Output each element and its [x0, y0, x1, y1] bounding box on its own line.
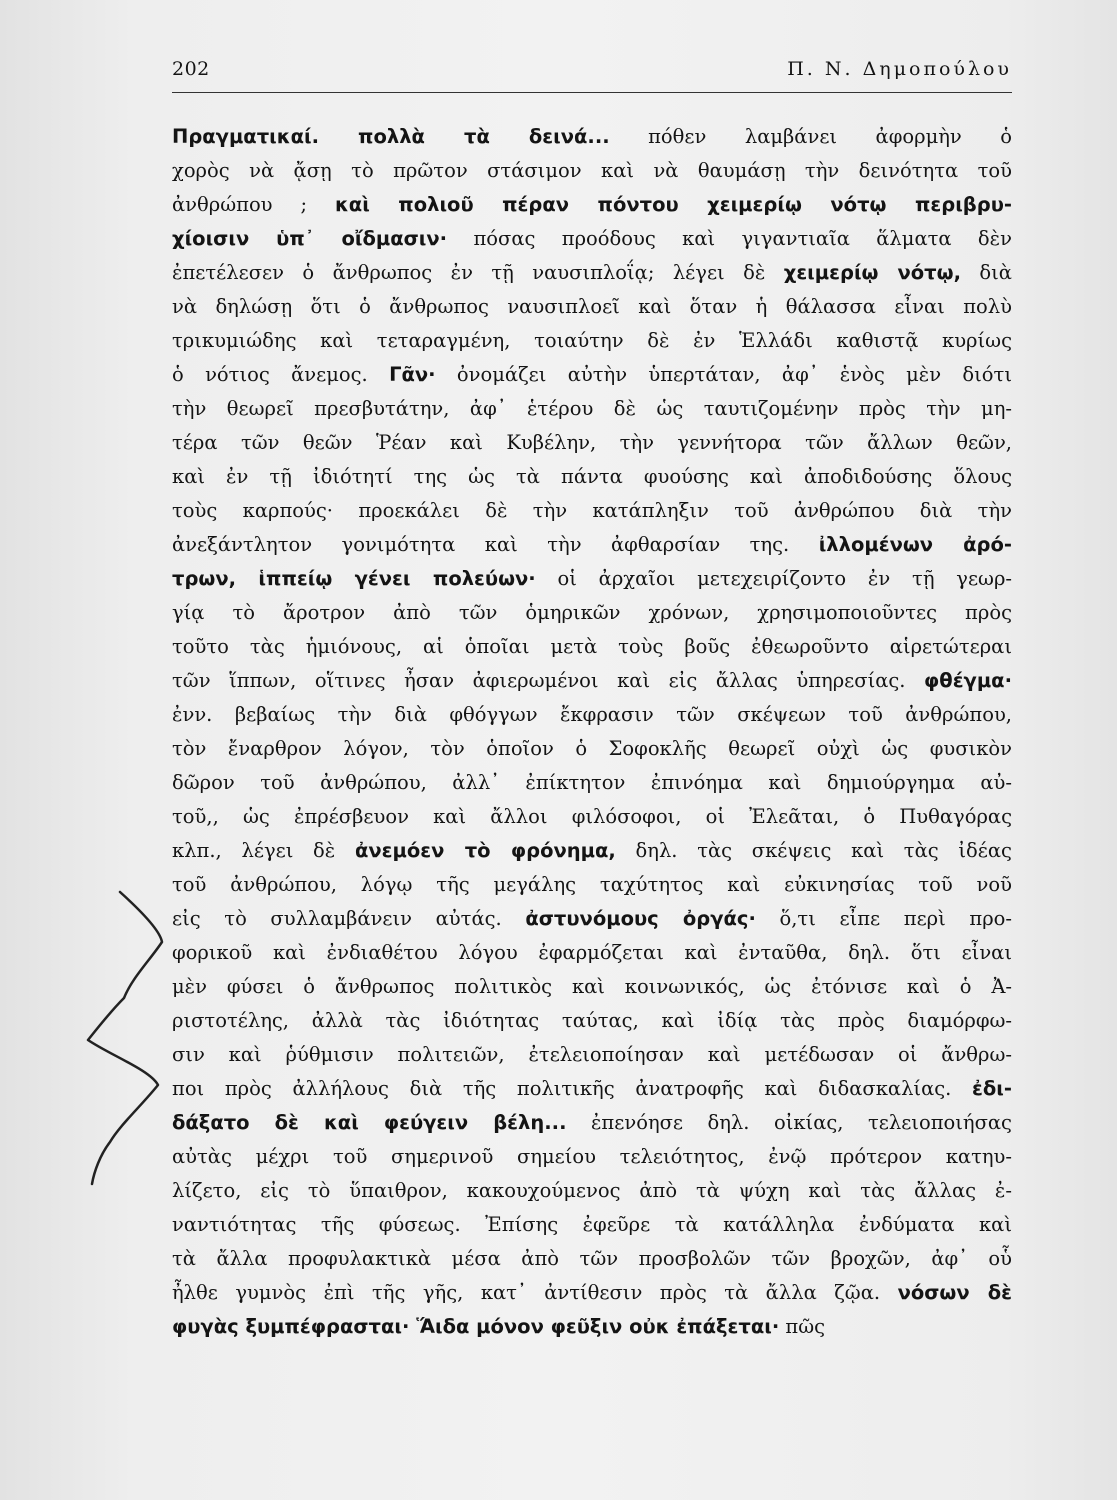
text-line [172, 290, 1012, 324]
bold-lemma: δάξατο δὲ καὶ φεύγειν βέλη... [172, 1111, 567, 1134]
text-segment: τέρα τῶν θεῶν Ῥέαν καὶ Κυβέλην, τὴν γεννήτορα τῶν ἄλλων θεῶν, [172, 431, 1012, 454]
text-line [172, 664, 1012, 698]
text-line [172, 120, 1012, 154]
text-line [172, 358, 1012, 392]
text-line [172, 936, 1012, 970]
text-line [172, 766, 1012, 800]
text-line [172, 494, 1012, 528]
text-segment: εἰς τὸ συλλαμβάνειν αὐτάς. [172, 907, 526, 930]
text-line [172, 562, 1012, 596]
text-segment: τῶν ἵππων, οἵτινες ἦσαν ἀφιερωμένοι καὶ εἰς ἄλλας ὑπηρεσίας. [172, 669, 925, 692]
bold-lemma: ἰλλομένων ἀρό- [818, 533, 1012, 556]
text-segment: νὰ δηλώσῃ ὅτι ὁ ἄνθρωπος ναυσιπλοεῖ καὶ ὅταν ἡ θάλασσα εἶναι πολὺ [172, 295, 1012, 318]
text-line [172, 902, 1012, 936]
text-segment: ἐπετέλεσεν ὁ ἄνθρωπος ἐν τῇ ναυσιπλοΐᾳ; λέγει δὲ [172, 261, 784, 284]
text-segment: τοὺς καρπούς· προεκάλει δὲ τὴν κατάπληξιν τοῦ ἀνθρώπου διὰ τὴν [172, 499, 1012, 522]
bold-lemma: χίοισιν ὑπ᾽ οἴδμασιν· [172, 227, 448, 250]
page-header [172, 56, 1012, 92]
text-line [172, 222, 1012, 256]
bold-lemma: φυγὰς ξυμπέφρασται· Ἅιδα μόνον φεῦξιν οὐκ ἐπάξεται· [172, 1315, 780, 1338]
bold-lemma: χειμερίῳ νότῳ, [783, 261, 961, 284]
text-line [172, 800, 1012, 834]
text-segment: τοῦ ἀνθρώπου, λόγῳ τῆς μεγάλης ταχύτητος καὶ εὐκινησίας τοῦ νοῦ [172, 873, 1012, 896]
page-number: 202 [172, 58, 210, 80]
text-segment: τὰ ἄλλα προφυλακτικὰ μέσα ἀπὸ τῶν προσβολῶν τῶν βροχῶν, ἀφ᾽ οὗ [172, 1247, 1012, 1270]
text-segment: ἐπενόησε δηλ. οἰκίας, τελειοποιήσας [566, 1111, 1012, 1134]
text-segment: ἀνεξάντλητον γονιμότητα καὶ τὴν ἀφθαρσίαν της. [172, 533, 819, 556]
bold-lemma: ἐδι- [972, 1077, 1012, 1100]
text-segment: ναντιότητας τῆς φύσεως. Ἐπίσης ἐφεῦρε τὰ κατάλληλα ἐνδύματα καὶ [172, 1213, 1012, 1236]
bold-lemma: τρων, ἱππείῳ γένει πολεύων· [172, 567, 536, 590]
text-line [172, 732, 1012, 766]
text-segment: χορὸς νὰ ᾄσῃ τὸ πρῶτον στάσιμον καὶ νὰ θαυμάσῃ τὴν δεινότητα τοῦ [172, 159, 1012, 182]
text-segment: ριστοτέλης, ἀλλὰ τὰς ἰδιότητας ταύτας, καὶ ἰδίᾳ τὰς πρὸς διαμόρφω- [172, 1009, 1012, 1032]
text-segment: ποι πρὸς ἀλλήλους διὰ τῆς πολιτικῆς ἀνατροφῆς καὶ διδασκαλίας. [172, 1077, 973, 1100]
text-segment: ὅ,τι εἶπε περὶ προ- [755, 907, 1012, 930]
text-line [172, 188, 1012, 222]
text-segment: ἐνν. βεβαίως τὴν διὰ φθόγγων ἔκφρασιν τῶν σκέψεων τοῦ ἀνθρώπου, [172, 703, 1012, 726]
text-line [172, 1310, 1012, 1344]
text-segment: ὀνομάζει αὐτὴν ὑπερτάταν, ἀφ᾽ ἑνὸς μὲν διότι [435, 363, 1012, 386]
text-line [172, 1106, 1012, 1140]
text-segment: ἦλθε γυμνὸς ἐπὶ τῆς γῆς, κατ᾽ ἀντίθεσιν πρὸς τὰ ἄλλα ζῷα. [172, 1281, 898, 1304]
text-line [172, 426, 1012, 460]
text-line [172, 1072, 1012, 1106]
text-segment: τὸν ἔναρθρον λόγον, τὸν ὁποῖον ὁ Σοφοκλῆς θεωρεῖ οὐχὶ ὡς φυσικὸν [172, 737, 1012, 760]
text-segment: μὲν φύσει ὁ ἄνθρωπος πολιτικὸς καὶ κοινωνικός, ὡς ἐτόνισε καὶ ὁ Ἀ- [172, 975, 1012, 998]
text-segment: καὶ ἐν τῇ ἰδιότητί της ὡς τὰ πάντα φυούσης καὶ ἀποδιδούσης ὅλους [172, 465, 1012, 488]
handwritten-margin-mark [80, 880, 190, 1190]
text-line [172, 154, 1012, 188]
text-line [172, 834, 1012, 868]
text-segment: κλπ., λέγει δὲ [172, 839, 355, 862]
text-segment: αὐτὰς μέχρι τοῦ σημερινοῦ σημείου τελειότητος, ἐνῷ πρότερον κατηυ- [172, 1145, 1012, 1168]
text-segment: πῶς [779, 1315, 826, 1338]
text-line [172, 460, 1012, 494]
header-rule [172, 92, 1012, 93]
text-segment: τοῦτο τὰς ἡμιόνους, αἱ ὁποῖαι μετὰ τοὺς βοῦς ἐθεωροῦντο αἱρετώτεραι [172, 635, 1012, 658]
text-line [172, 1038, 1012, 1072]
text-segment: οἱ ἀρχαῖοι μετεχειρίζοντο ἐν τῇ γεωρ- [535, 567, 1012, 590]
bold-lemma: φθέγμα· [924, 669, 1012, 692]
text-segment: διὰ [961, 261, 1012, 284]
text-segment: τοῦ,, ὡς ἐπρέσβευον καὶ ἄλλοι φιλόσοφοι, οἱ Ἐλεᾶται, ὁ Πυθαγόρας [172, 805, 1012, 828]
text-segment: σιν καὶ ῥύθμισιν πολιτειῶν, ἐτελειοποίησαν καὶ μετέδωσαν οἱ ἄνθρω- [172, 1043, 1012, 1066]
text-line [172, 1004, 1012, 1038]
body-text [172, 120, 1012, 1344]
text-segment: πόσας προόδους καὶ γιγαντιαῖα ἅλματα δὲν [447, 227, 1012, 250]
text-segment: δῶρον τοῦ ἀνθρώπου, ἀλλ᾽ ἐπίκτητον ἐπινόημα καὶ δημιούργημα αὐ- [172, 771, 1012, 794]
text-line [172, 1174, 1012, 1208]
running-head: Π. Ν. Δημοπούλου [787, 58, 1012, 80]
text-segment: ἀνθρώπου ; [172, 193, 335, 216]
text-line [172, 868, 1012, 902]
text-line [172, 392, 1012, 426]
text-line [172, 324, 1012, 358]
text-segment: πόθεν λαμβάνει ἀφορμὴν ὁ [609, 125, 1012, 148]
text-segment: γίᾳ τὸ ἄροτρον ἀπὸ τῶν ὁμηρικῶν χρόνων, χρησιμοποιοῦντες πρὸς [172, 601, 1012, 624]
text-line [172, 630, 1012, 664]
text-segment: δηλ. τὰς σκέψεις καὶ τὰς ἰδέας [615, 839, 1012, 862]
bold-lemma: ἀνεμόεν τὸ φρόνημα, [354, 839, 616, 862]
text-line [172, 1140, 1012, 1174]
text-line [172, 256, 1012, 290]
text-line [172, 698, 1012, 732]
bold-lemma: καὶ πολιοῦ πέραν πόντου χειμερίῳ νότῳ περιβρυ- [334, 193, 1012, 216]
text-line [172, 1242, 1012, 1276]
text-line [172, 528, 1012, 562]
text-line [172, 596, 1012, 630]
bold-lemma: Πραγματικαί. πολλὰ τὰ δεινά... [172, 125, 610, 148]
text-segment: λίζετο, εἰς τὸ ὕπαιθρον, κακουχούμενος ἀπὸ τὰ ψύχη καὶ τὰς ἄλλας ἐ- [172, 1179, 1012, 1202]
text-line [172, 970, 1012, 1004]
text-segment: φορικοῦ καὶ ἐνδιαθέτου λόγου ἐφαρμόζεται καὶ ἐνταῦθα, δηλ. ὅτι εἶναι [172, 941, 1012, 964]
text-segment: τρικυμιώδης καὶ τεταραγμένη, τοιαύτην δὲ ἐν Ἑλλάδι καθιστᾷ κυρίως [172, 329, 1012, 352]
bold-lemma: ἀστυνόμους ὀργάς· [525, 907, 756, 930]
text-segment: τὴν θεωρεῖ πρεσβυτάτην, ἀφ᾽ ἑτέρου δὲ ὡς ταυτιζομένην πρὸς τὴν μη- [172, 397, 1012, 420]
bold-lemma: νόσων δὲ [897, 1281, 1012, 1304]
text-line [172, 1276, 1012, 1310]
bold-lemma: Γᾶν· [389, 363, 436, 386]
text-segment: ὁ νότιος ἄνεμος. [172, 363, 390, 386]
text-line [172, 1208, 1012, 1242]
